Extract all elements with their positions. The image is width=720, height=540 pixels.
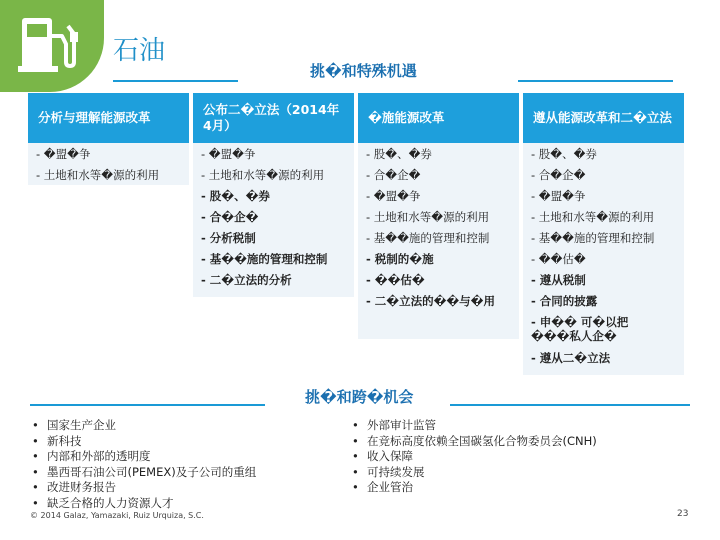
table-cell: - 遵从二�立法 (531, 351, 611, 365)
table-cell: - 基��施的管理和控制 (201, 252, 328, 266)
table-cell: - 土地和水等�源的利用 (531, 210, 655, 224)
table-cell: - �盟�争 (531, 189, 586, 203)
table-cell: - 税制的�施 (366, 252, 434, 266)
list-item: • 缺乏合格的人力资源人才 (32, 496, 322, 512)
page-number: 23 (677, 509, 689, 519)
section-title-opportunities: 挑�和跨�机会 (305, 388, 414, 406)
section-title-challenges: 挑�和特殊机遇 (310, 62, 417, 80)
list-item: • 新科技 (32, 434, 322, 450)
table-cell: - 遵从税制 (531, 273, 586, 287)
table-cell: - 二�立法的分析 (201, 273, 292, 287)
table-column-2 (193, 143, 354, 290)
table-cell: - ��估� (531, 252, 586, 266)
list-item: • 国家生产企业 (32, 418, 322, 434)
list-item: • 可持续发展 (352, 465, 692, 481)
list-item: • 在竞标高度依赖全国碳氢化合物委员会(CNH) (352, 434, 692, 450)
table-cell: - �盟�争 (366, 189, 421, 203)
table-cell: - �盟�争 (201, 147, 256, 161)
section2-rule-right (450, 404, 690, 406)
table-cell: - 股�、�券 (201, 189, 270, 203)
list-item: • 改进财务报告 (32, 480, 322, 496)
left-bullet-list (32, 418, 322, 511)
table-cell: - 合�企� (201, 210, 259, 224)
table-cell: - 土地和水等�源的利用 (36, 168, 160, 182)
table-cell: - 基��施的管理和控制 (366, 231, 490, 245)
table-cell: - 土地和水等�源的利用 (201, 168, 325, 182)
table-cell: - 申�� 可�以把���私人企� (531, 315, 629, 343)
table-cell: - 合同的披露 (531, 294, 598, 308)
right-bullet-list (352, 418, 692, 496)
list-item: • 外部审计监管 (352, 418, 692, 434)
list-item: • 收入保障 (352, 449, 692, 465)
table-cell: - ��估� (366, 273, 425, 287)
table-cell: - 合�企� (531, 168, 586, 182)
table-cell: - 基��施的管理和控制 (531, 231, 655, 245)
table-column-3 (358, 143, 519, 326)
copyright-notice: © 2014 Galaz, Yamazaki, Ruiz Urquiza, S.C. (30, 511, 204, 520)
table-column-4 (523, 143, 684, 368)
table-cell: - 合�企� (366, 168, 421, 182)
table-column-1 (28, 143, 189, 185)
table-cell: - 股�、�券 (531, 147, 597, 161)
page-title: 石油 (113, 36, 166, 66)
title-rule-right (518, 80, 673, 82)
section2-rule-left (30, 404, 265, 406)
table-cell: - 土地和水等�源的利用 (366, 210, 490, 224)
list-item: • 企业管治 (352, 480, 692, 496)
table-header-compliance: 遵从能源改革和二�立法 (523, 93, 684, 143)
table-cell: - 股�、�券 (366, 147, 432, 161)
title-rule-left (113, 80, 238, 82)
table-cell: - 分析税制 (201, 231, 256, 245)
list-item: • 墨西哥石油公司(PEMEX)及子公司的重组 (32, 465, 322, 481)
table-header-analysis: 分析与理解能源改革 (28, 93, 189, 143)
table-header-legislation: 公布二�立法（2014年4月） (193, 93, 354, 143)
table-cell: - 二�立法的��与�用 (366, 294, 495, 308)
list-item: • 内部和外部的透明度 (32, 449, 322, 465)
table-cell: - �盟�争 (36, 147, 91, 161)
table-header-implementation: �施能源改革 (358, 93, 519, 143)
fuel-pump-icon (16, 14, 88, 76)
fuel-badge (0, 0, 104, 92)
